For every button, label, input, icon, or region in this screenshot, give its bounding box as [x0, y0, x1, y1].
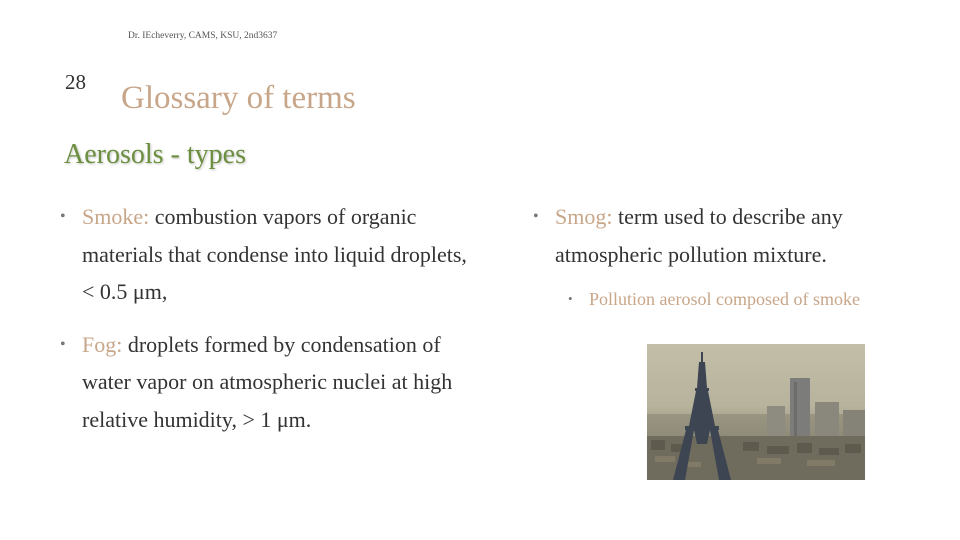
eiffel-tower-smog-photo [647, 344, 865, 480]
sub-bullet-dot-icon: • [568, 291, 573, 306]
slide-title: Glossary of terms [121, 80, 356, 116]
term-smoke: Smoke: [82, 204, 150, 229]
sub-bullet-pollution-aerosol [568, 283, 909, 315]
bullet-dot-icon: • [60, 335, 66, 353]
bullet-fog [60, 326, 480, 439]
header-note: Dr. IEcheverry, CAMS, KSU, 2nd3637 [128, 31, 278, 41]
sub-bullet-text: Pollution aerosol composed of smoke [589, 289, 860, 309]
bullet-dot-icon: • [533, 208, 539, 225]
definition-smoke: combustion vapors of organic materials that condense into liquid droplets, < 0.5 μm, [82, 204, 467, 304]
term-smog: Smog: [555, 204, 613, 229]
left-column [60, 198, 480, 438]
bullet-dot-icon: • [60, 208, 66, 225]
definition-smog: term used to describe any atmospheric pollution mixture. [555, 204, 843, 267]
bullet-smog [533, 198, 903, 273]
slide-subtitle: Aerosols - types [64, 139, 246, 170]
right-column [533, 198, 903, 315]
smog-city-illustration [647, 344, 865, 480]
bullet-smoke [60, 198, 480, 311]
term-fog: Fog: [82, 331, 123, 357]
slide-number: 28 [65, 70, 86, 94]
definition-fog: droplets formed by condensation of water vapor on atmospheric nuclei at high relative humidity, > 1 μm. [82, 331, 453, 432]
